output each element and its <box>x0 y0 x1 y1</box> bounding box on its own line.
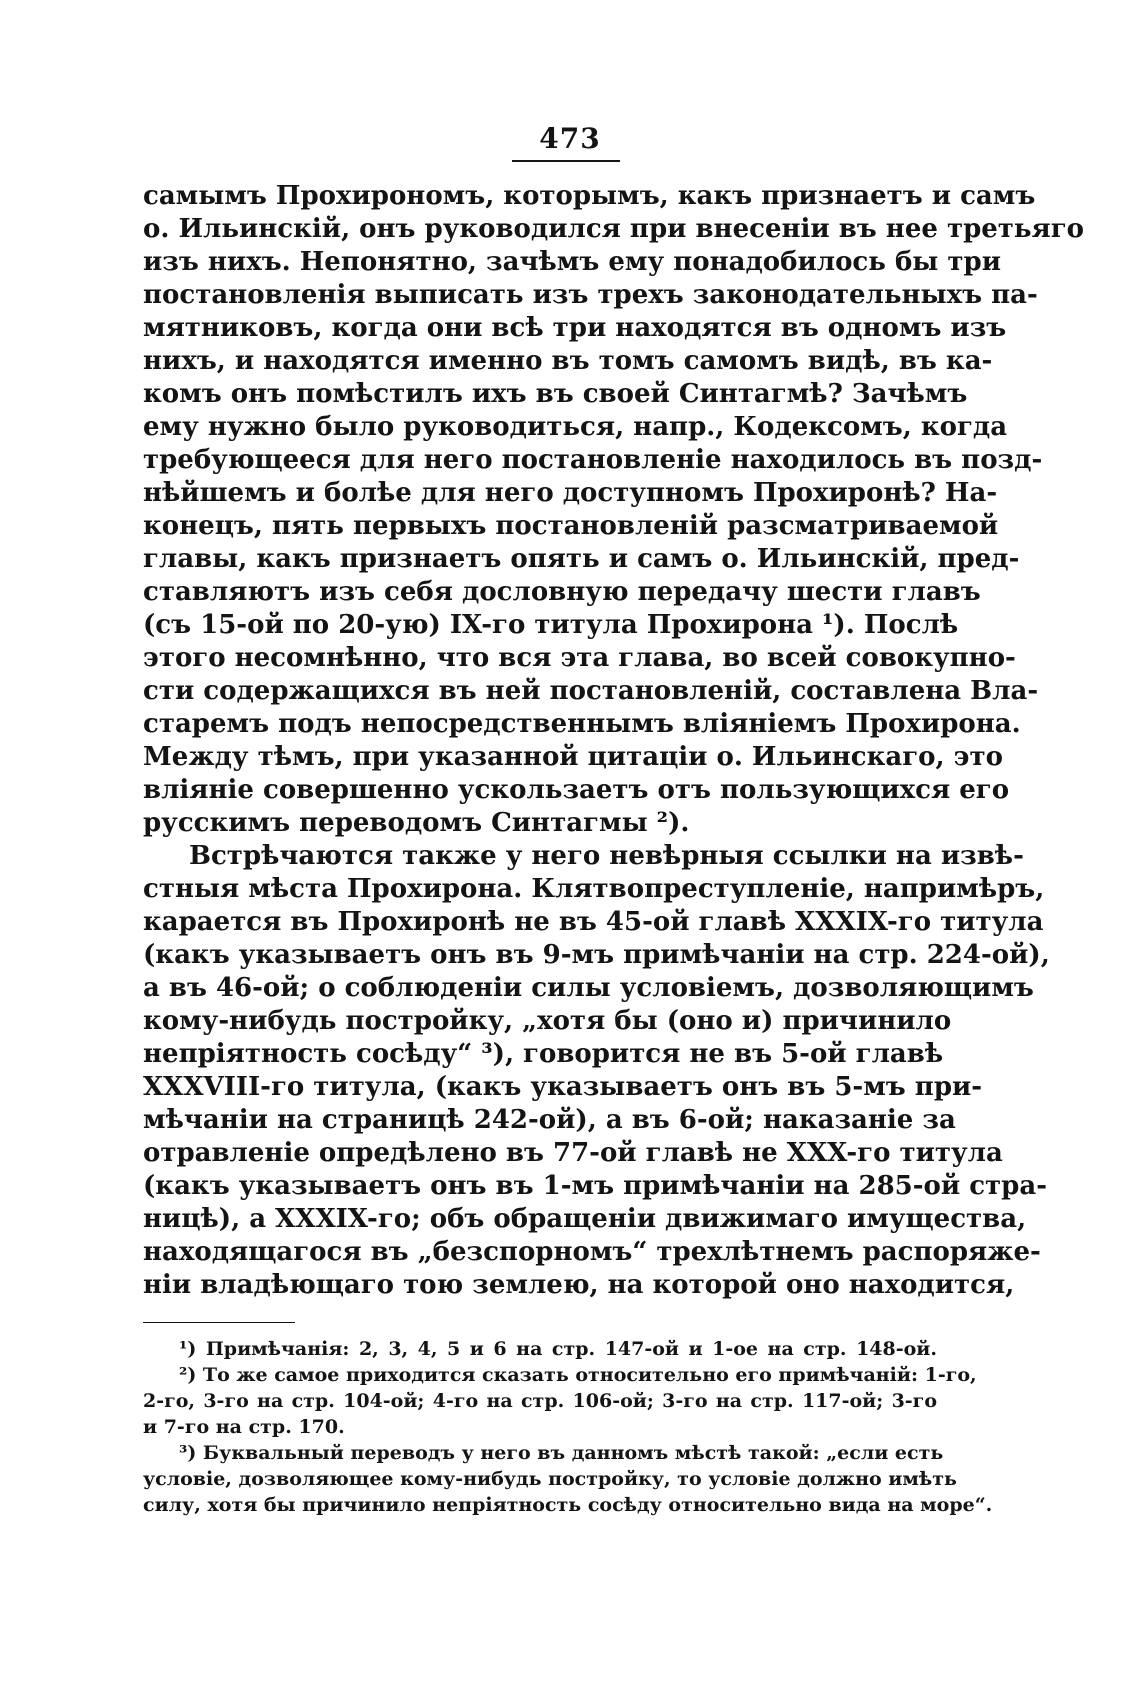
text-line: вліяніе совершенно ускользаетъ отъ пользующихся его <box>143 775 1010 805</box>
text-line: нѣйшемъ и болѣе для него доступномъ Прохиронѣ? На- <box>143 478 998 508</box>
text-line: постановленія выписать изъ трехъ законодательныхъ па- <box>143 280 1038 310</box>
text-line: а въ 46-ой; о соблюденіи силы условіемъ, дозволяющимъ <box>143 973 1034 1003</box>
text-line: находящагося въ „безспорномъ“ трехлѣтнемъ распоряже- <box>143 1237 1041 1267</box>
text-line: стныя мѣста Прохирона. Клятвопреступленіе, напримѣръ, <box>143 874 1045 904</box>
text-line: русскимъ переводомъ Синтагмы ²). <box>143 808 690 838</box>
footnote-line: силу, хотя бы причинило непріятность сосѣду относительно вида на море“. <box>143 1494 993 1516</box>
text-line: изъ нихъ. Непонятно, зачѣмъ ему понадобилось бы три <box>143 247 1001 277</box>
text-line: этого несомнѣнно, что вся эта глава, во всей совокупно- <box>143 643 1016 673</box>
text-line: комъ онъ помѣстилъ ихъ въ своей Синтагмѣ? Зачѣмъ <box>143 379 968 409</box>
text-line: (какъ указываетъ онъ въ 1-мъ примѣчаніи на 285-ой стра- <box>143 1171 1047 1201</box>
text-line: непріятность сосѣду“ ³), говорится не въ 5-ой главѣ <box>143 1039 944 1069</box>
text-line: Между тѣмъ, при указанной цитаціи о. Ильинскаго, это <box>143 742 1003 772</box>
text-line: ставляютъ изъ себя дословную передачу шести главъ <box>143 577 981 607</box>
main-text <box>143 180 1085 1302</box>
page-number: 473 <box>539 122 601 155</box>
text-line: отравленіе опредѣлено въ 77-ой главѣ не XXX-го титула <box>143 1138 1003 1168</box>
footnote-line: ¹) Примѣчанія: 2, 3, 4, 5 и 6 на стр. 147-ой и 1-ое на стр. 148-ой. <box>179 1338 937 1360</box>
text-line: конецъ, пять первыхъ постановленій разсматриваемой <box>143 511 999 541</box>
text-line: старемъ подъ непосредственнымъ вліяніемъ Прохирона. <box>143 709 1021 739</box>
text-line: о. Ильинскій, онъ руководился при внесеніи въ нее третьяго <box>143 214 1085 244</box>
text-line: ніи владѣющаго тою землею, на которой оно находится, <box>143 1270 1015 1300</box>
text-line: ему нужно было руководиться, напр., Кодексомъ, когда <box>143 412 1008 442</box>
text-line: требующееся для него постановленіе находилось въ позд- <box>143 445 1043 475</box>
text-line: нихъ, и находятся именно въ томъ самомъ видѣ, въ ка- <box>143 346 993 376</box>
text-line: ницѣ), а XXXIX-го; объ обращеніи движимаго имущества, <box>143 1204 1027 1234</box>
footnote-line: ²) То же самое приходится сказать относительно его примѣчаній: 1-го, <box>179 1364 977 1386</box>
text-line: главы, какъ признаетъ опять и самъ о. Ильинскій, пред- <box>143 544 1020 574</box>
text-line: (съ 15-ой по 20-ую) IX-го титула Прохирона ¹). Послѣ <box>143 610 959 640</box>
text-line: сти содержащихся въ ней постановленій, составлена Вла- <box>143 676 1039 706</box>
text-line: кому-нибудь постройку, „хотя бы (оно и) причинило <box>143 1006 952 1036</box>
text-line: самымъ Прохирономъ, которымъ, какъ признаетъ и самъ <box>143 181 1036 211</box>
text-line: Встрѣчаются также у него невѣрныя ссылки на извѣ- <box>189 841 1024 871</box>
text-line: карается въ Прохиронѣ не въ 45-ой главѣ XXXIX-го титула <box>143 907 1044 937</box>
footnote-line: 2-го, 3-го на стр. 104-ой; 4-го на стр. 106-ой; 3-го на стр. 117-ой; 3-го <box>143 1390 937 1412</box>
text-line: XXXVIII-го титула, (какъ указываетъ онъ въ 5-мъ при- <box>143 1072 983 1102</box>
text-line: (какъ указываетъ онъ въ 9-мъ примѣчаніи на стр. 224-ой), <box>143 940 1050 970</box>
footnote-line: ³) Буквальный переводъ у него въ данномъ мѣстѣ такой: „если есть <box>179 1442 944 1464</box>
page-number-rule <box>512 160 620 162</box>
footnote-line: и 7-го на стр. 170. <box>143 1416 345 1438</box>
footnotes <box>143 1336 993 1518</box>
text-line: мѣчаніи на страницѣ 242-ой), а въ 6-ой; наказаніе за <box>143 1105 956 1135</box>
footnote-line: условіе, дозволяющее кому-нибудь постройку, то условіе должно имѣть <box>143 1468 957 1490</box>
text-line: мятниковъ, когда они всѣ три находятся въ одномъ изъ <box>143 313 1007 343</box>
footnote-rule <box>143 1322 295 1323</box>
